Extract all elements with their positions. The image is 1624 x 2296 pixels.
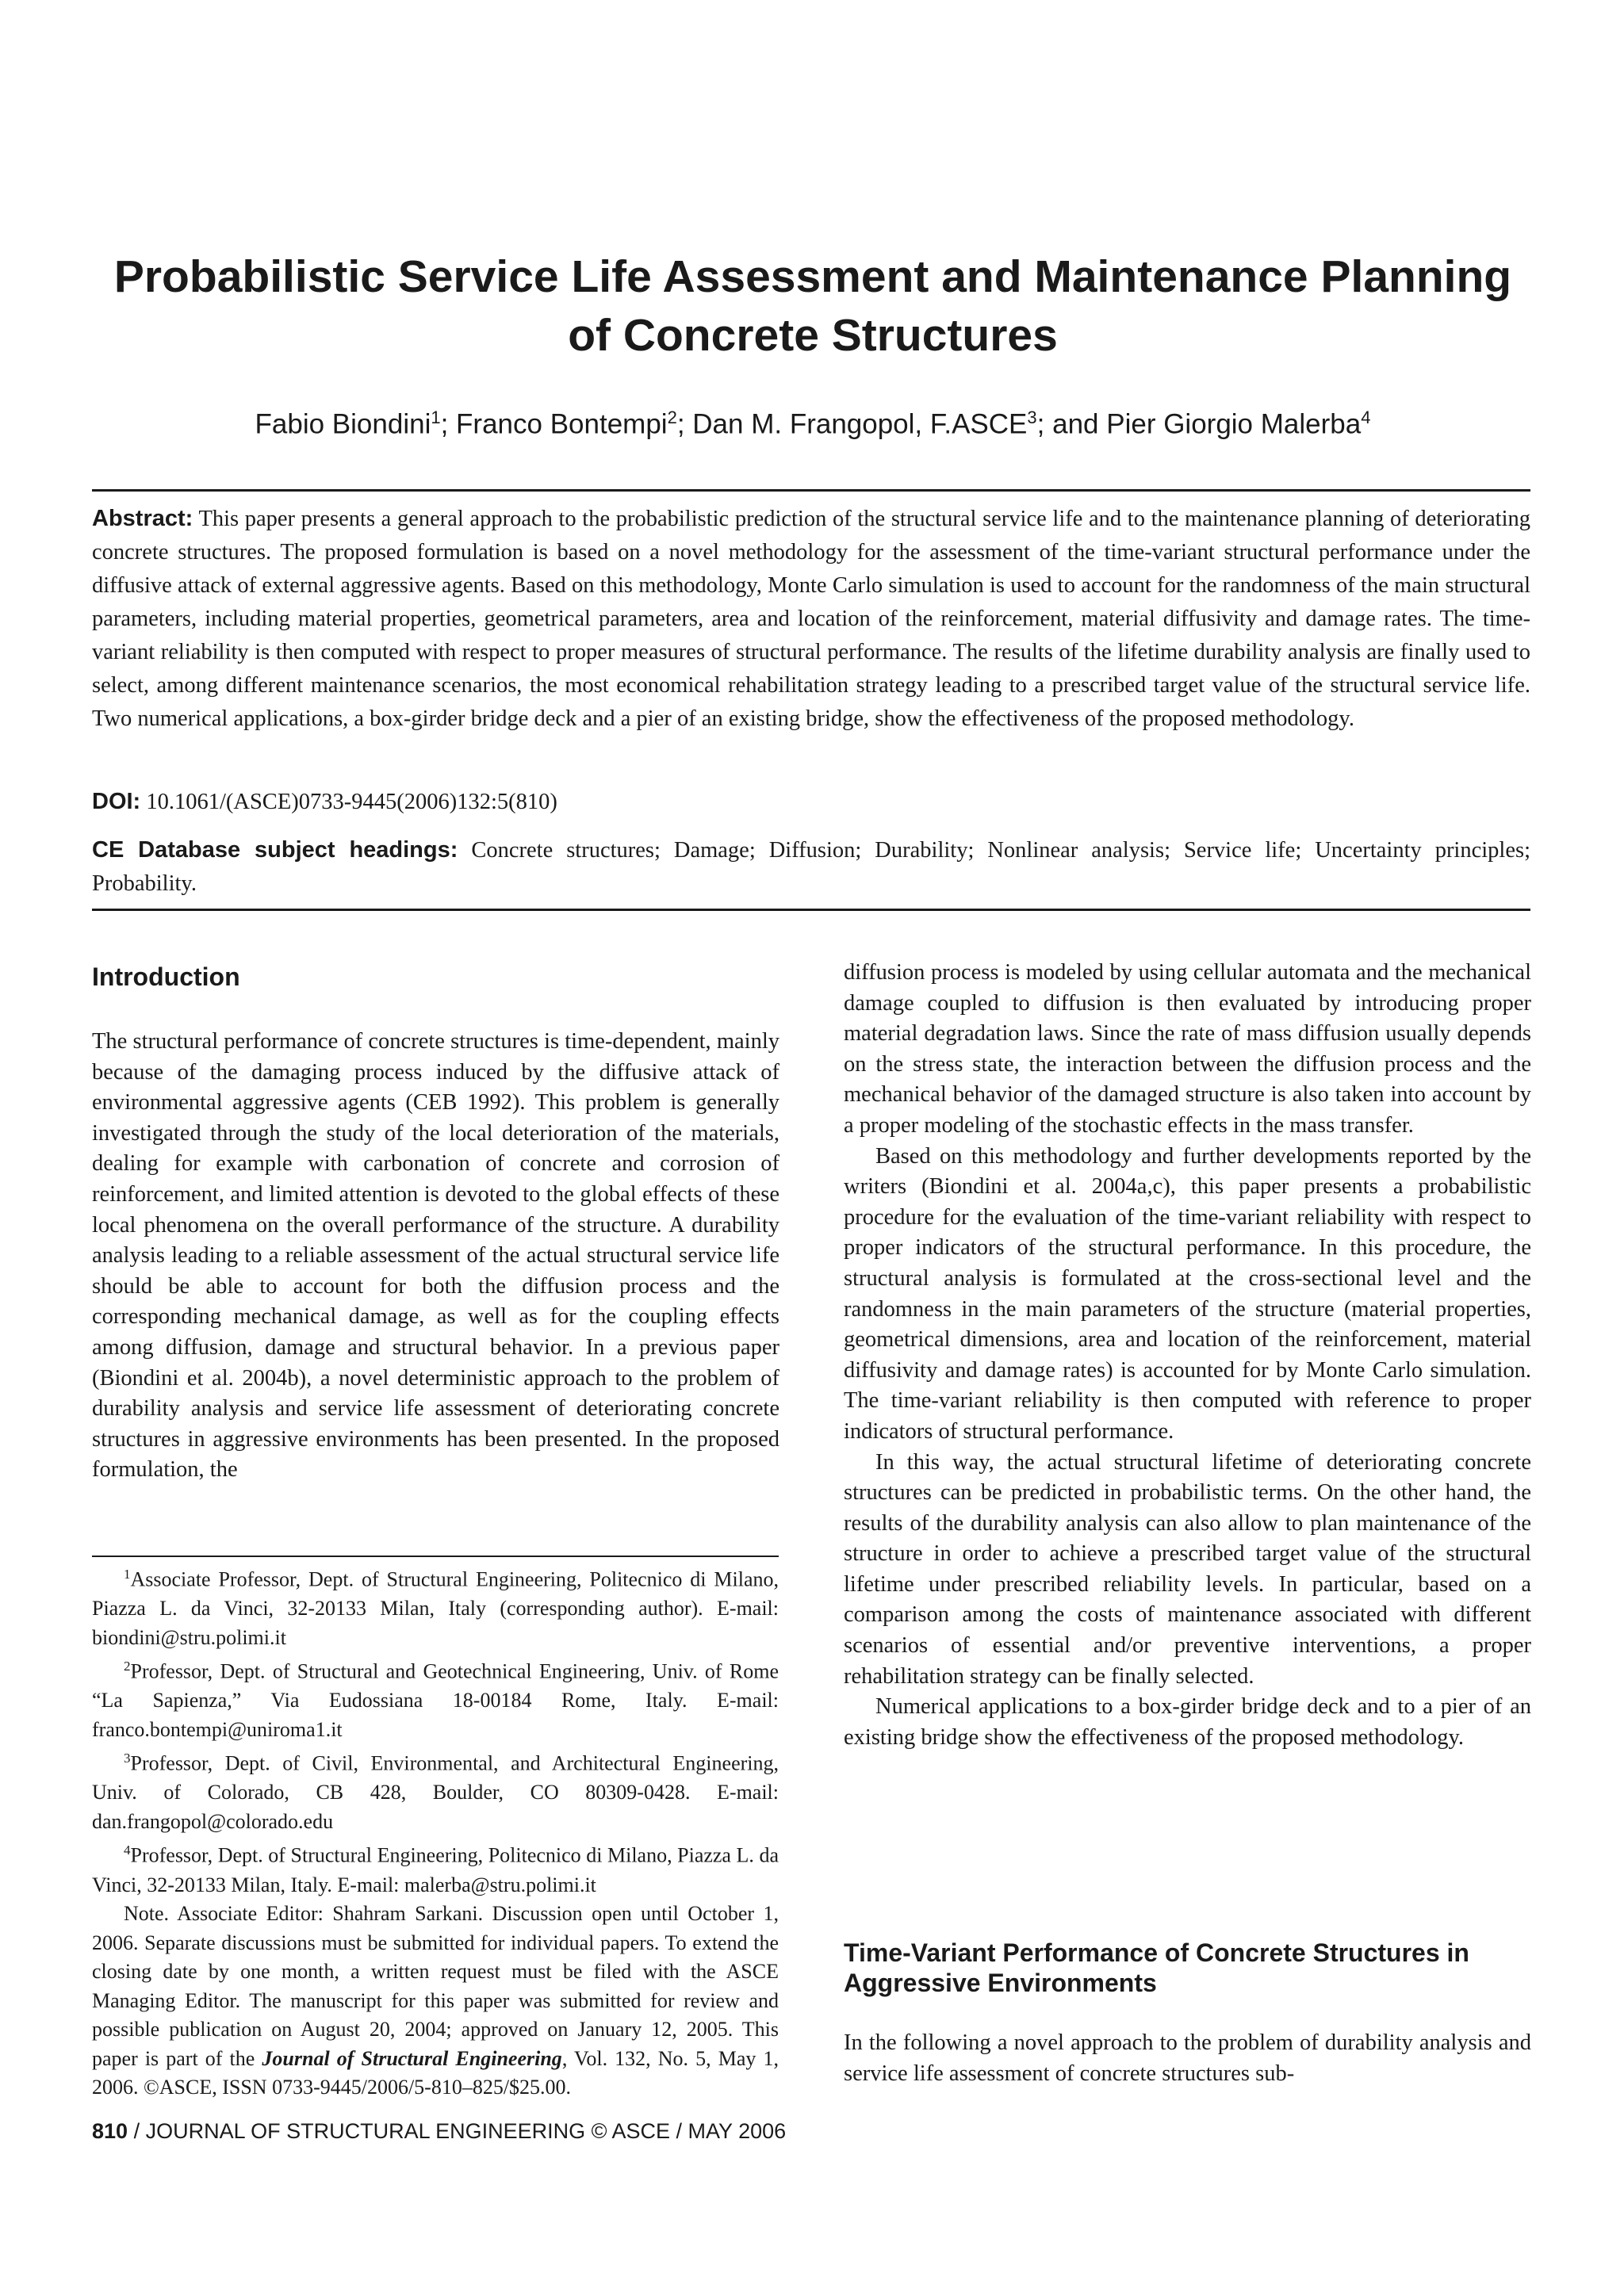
introduction-paragraph: The structural performance of concrete structures is time-dependent, mainly because of the damaging process induced by the diffusive attack of environmental aggressive agents (CEB 1992). This problem is generally investigated through the study of the local deterioration of the materials, dealing for example with carbonation of concrete and corrosion of reinforcement, and limited attention is devoted to the global effects of these local phenomena on the overall performance of the structure. A durability analysis leading to a reliable assessment of the actual structural service life should be able to account for both the diffusion process and the corresponding mechanical damage, as well as for the coupling effects among diffusion, damage and structural behavior. In a previous paper (Biondini et al. 2004b), a novel deterministic approach to the problem of durability analysis and service life assessment of deteriorating concrete structures in aggressive environments has been presented. In the proposed formulation, the — [92, 1029, 779, 1483]
body-paragraph: Numerical applications to a box-girder bridge deck and to a pier of an existing bridge show the effectiveness of the proposed methodology. — [844, 1694, 1531, 1750]
running-footer: / JOURNAL OF STRUCTURAL ENGINEERING © ASCE / MAY 2006 — [128, 2119, 787, 2143]
author-name: Franco Bontempi — [456, 408, 668, 440]
footnote-text: Professor, Dept. of Civil, Environmental, and Architectural Engineering, Univ. of Colorado, CB 428, Boulder, CO 80309-0428. E-mail: dan.frangopol@colorado.edu — [92, 1751, 779, 1833]
author-affiliation-mark: 2 — [667, 408, 677, 427]
footnote-mark: 1 — [124, 1567, 131, 1582]
author-name: Pier Giorgio Malerba — [1106, 408, 1362, 440]
editorial-note-text: Note. Associate Editor: Shahram Sarkani. Discussion open until October 1, 2006. Separate discussions must be submitted for individual papers. To extend the closing date by one month, a written request must be filed with the ASCE Managing Editor. The manuscript for this paper was submitted for review and possible publication on August 20, 2004; approved on January 12, 2005. This paper is part of the — [92, 1902, 779, 2070]
footnote-text: Professor, Dept. of Structural Engineering, Politecnico di Milano, Piazza L. da Vinci, 32-20133 Milan, Italy. E-mail: malerba@stru.polimi.it — [92, 1844, 779, 1896]
author-list — [111, 400, 1515, 443]
subject-headings-text: Concrete structures; Damage; Diffusion; Durability; Nonlinear analysis; Service life; Uncertainty principles; Probability. — [92, 838, 1530, 896]
body-paragraph: In the following a novel approach to the problem of durability analysis and service life assessment of concrete structures sub- — [844, 2030, 1531, 2086]
footnote-mark: 4 — [124, 1843, 131, 1858]
abstract-text: This paper presents a general approach to the probabilistic prediction of the structural service life and to the maintenance planning of deteriorating concrete structures. The proposed formulation is based on a novel methodology for the assessment of the time-variant structural performance under the diffusive attack of external aggressive agents. Based on this methodology, Monte Carlo simulation is used to account for the randomness of the main structural parameters, including material properties, geometrical parameters, area and location of the reinforcement, material diffusivity and damage rates. The time-variant reliability is then computed with respect to proper measures of structural performance. The results of the lifetime durability analysis are finally used to select, among different maintenance scenarios, the most economical rehabilitation strategy leading to a prescribed target value of the structural service life. Two numerical applications, a box-girder bridge deck and a pier of an existing bridge, show the effectiveness of the proposed methodology. — [92, 507, 1530, 731]
section-body — [844, 2028, 1531, 2089]
right-column-body — [844, 958, 1531, 1753]
subject-headings-label: CE Database subject headings: — [92, 837, 458, 863]
footnote — [92, 1744, 779, 1836]
paper-title: Probabilistic Service Life Assessment and Maintenance Planning of Concrete Structures — [113, 251, 1512, 361]
abstract-label: Abstract: — [92, 506, 193, 531]
introduction-body — [92, 1027, 779, 1486]
page-footer — [92, 2118, 786, 2145]
footnote-rule — [92, 1556, 779, 1557]
abstract-bottom-rule — [92, 909, 1530, 911]
subject-headings — [92, 833, 1530, 901]
footnote-text: Associate Professor, Dept. of Structural Engineering, Politecnico di Milano, Piazza L. da Vinci, 32-20133 Milan, Italy (corresponding author). E-mail: biondini@stru.polimi.it — [92, 1567, 779, 1649]
doi-label: DOI: — [92, 789, 141, 814]
abstract-top-rule — [92, 489, 1530, 492]
doi-value: 10.1061/(ASCE)0733-9445(2006)132:5(810) — [146, 790, 557, 814]
footnote-text: Professor, Dept. of Structural and Geotechnical Engineering, Univ. of Rome “La Sapienza,” Via Eudossiana 18-00184 Rome, Italy. E-mail: franco.bontempi@uniroma1.it — [92, 1659, 779, 1741]
footnote-mark: 2 — [124, 1659, 131, 1674]
section-heading: Time-Variant Performance of Concrete Structures in Aggressive Environments — [844, 1938, 1469, 1997]
footnote — [92, 1836, 779, 1900]
body-paragraph: Based on this methodology and further developments reported by the writers (Biondini et al. 2004a,c), this paper presents a probabilistic procedure for the evaluation of the time-variant reliability with respect to proper indicators of the structural performance. In this procedure, the structural analysis is formulated at the cross-sectional level and the randomness in the main parameters of the structure (material properties, geometrical dimensions, area and location of the reinforcement, material diffusivity and damage rates) is accounted for by Monte Carlo simulation. The time-variant reliability is then computed with reference to proper indicators of structural performance. — [844, 1143, 1531, 1444]
editorial-note — [92, 1900, 779, 2103]
author-separator: ; and — [1036, 408, 1107, 440]
body-paragraph: diffusion process is modeled by using cellular automata and the mechanical damage coupled to diffusion is then evaluated by introducing proper material degradation laws. Since the rate of mass diffusion usually depends on the stress state, the interaction between the diffusion process and the mechanical behavior of the damaged structure is also taken into account by a proper modeling of the stochastic effects in the mass transfer. — [844, 960, 1531, 1138]
author-affiliation-mark: 4 — [1361, 408, 1371, 427]
page-number: 810 — [92, 2119, 128, 2143]
author-separator: ; — [440, 408, 457, 440]
doi — [92, 785, 1530, 819]
author-name: Dan M. Frangopol, F.ASCE — [692, 408, 1028, 440]
journal-name: Journal of Structural Engineering — [262, 2046, 562, 2070]
citation-text: , Vol. 132, No. 5, May 1, 2006. ©ASCE, ISSN 0733-9445/2006/5-810–825/$25.00. — [92, 2046, 779, 2099]
introduction-heading: Introduction — [92, 962, 240, 991]
author-affiliation-mark: 1 — [431, 408, 441, 427]
author-name: Fabio Biondini — [255, 408, 431, 440]
body-paragraph: In this way, the actual structural lifetime of deteriorating concrete structures can be predicted in probabilistic terms. On the other hand, the results of the durability analysis can also allow to plan maintenance of the structure in order to achieve a prescribed target value of the structural lifetime under prescribed reliability levels. In particular, based on a comparison among the costs of maintenance associated with different scenarios of essential and/or preventive interventions, a proper rehabilitation strategy can be finally selected. — [844, 1449, 1531, 1689]
author-affiliation-mark: 3 — [1027, 408, 1037, 427]
abstract — [92, 502, 1530, 736]
footnote — [92, 1560, 779, 1652]
footnote-mark: 3 — [124, 1751, 131, 1766]
footnote — [92, 1652, 779, 1744]
footnotes — [92, 1560, 779, 2103]
author-separator: ; — [676, 408, 693, 440]
